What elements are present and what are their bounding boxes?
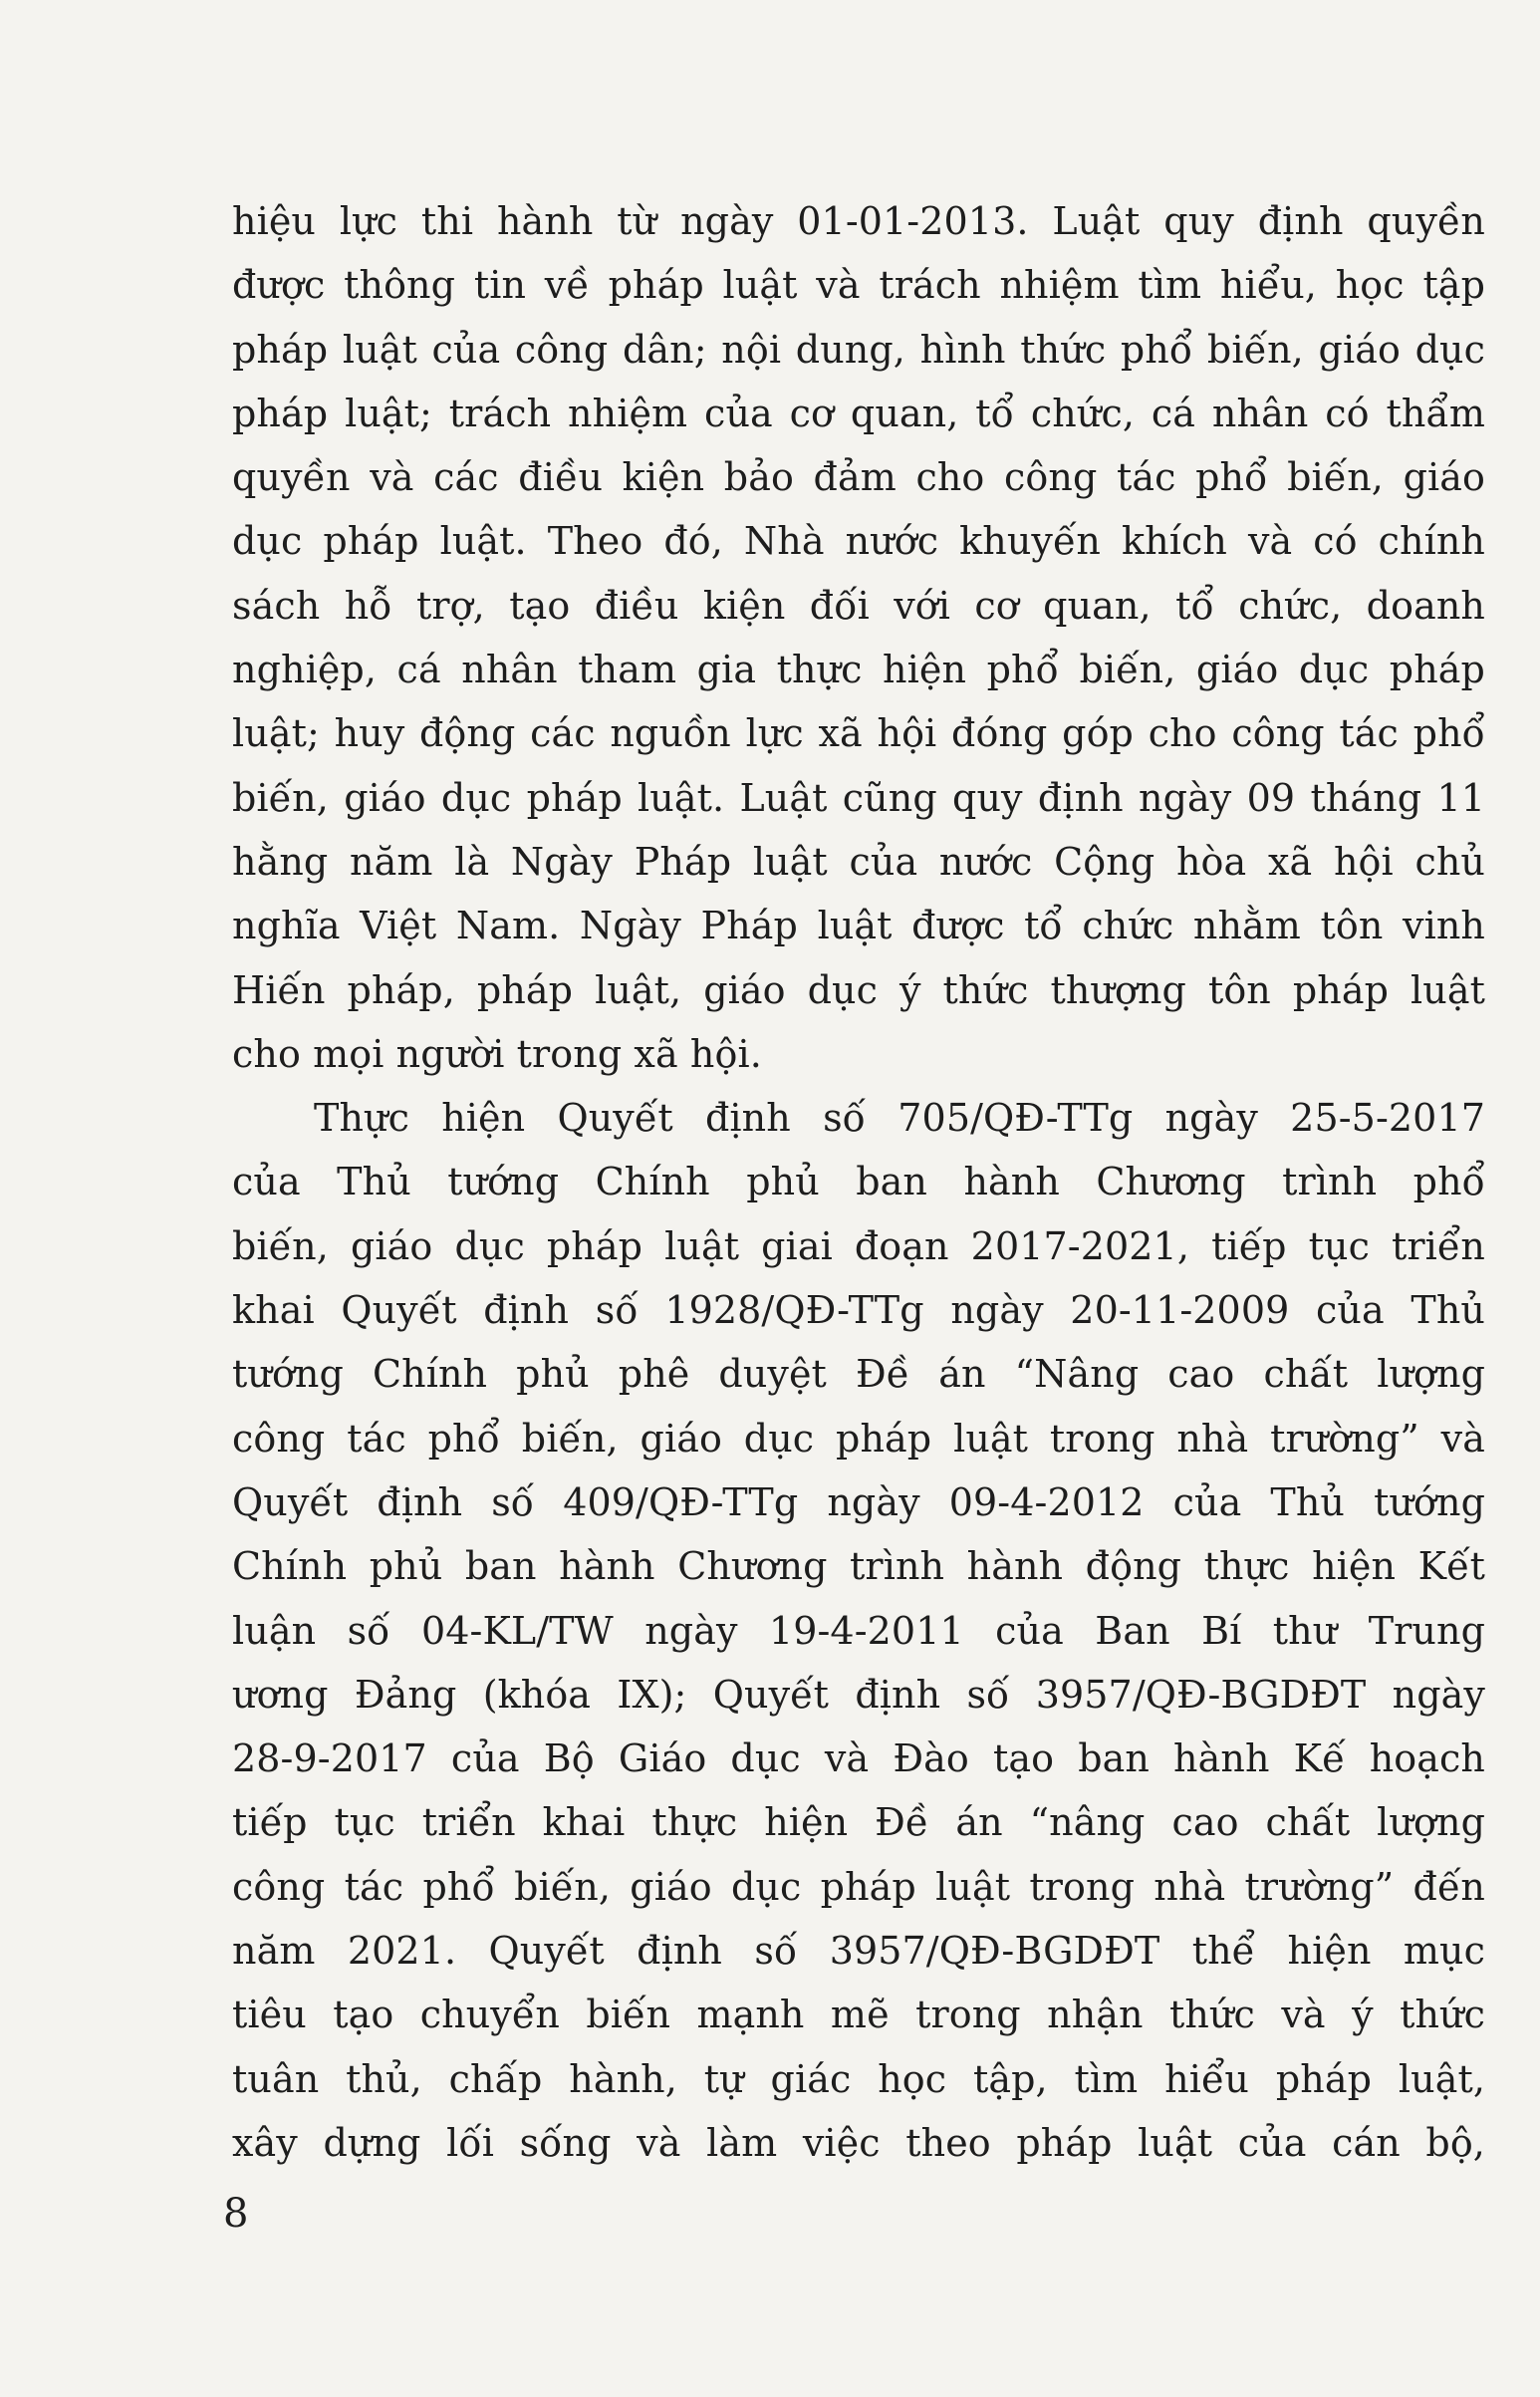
- text-line: tiêu tạo chuyển biến mạnh mẽ trong nhận thức và ý thức: [232, 1993, 1485, 2037]
- text-line: ương Đảng (khóa IX); Quyết định số 3957/QĐ-BGDĐT ngày: [232, 1672, 1485, 1717]
- text-line: xây dựng lối sống và làm việc theo pháp luật của cán bộ,: [232, 2120, 1485, 2165]
- text-line: năm 2021. Quyết định số 3957/QĐ-BGDĐT thể hiện mục: [232, 1929, 1485, 1974]
- text-line: biến, giáo dục pháp luật. Luật cũng quy định ngày 09 tháng 11: [232, 775, 1485, 820]
- text-line: tiếp tục triển khai thực hiện Đề án “nâng cao chất lượng: [232, 1800, 1485, 1845]
- text-line: Quyết định số 409/QĐ-TTg ngày 09-4-2012 của Thủ tướng: [232, 1479, 1485, 1524]
- body-text: [232, 189, 1485, 2175]
- text-line: sách hỗ trợ, tạo điều kiện đối với cơ quan, tổ chức, doanh: [232, 583, 1485, 628]
- text-line: tướng Chính phủ phê duyệt Đề án “Nâng cao chất lượng: [232, 1352, 1485, 1397]
- text-line: pháp luật của công dân; nội dung, hình thức phổ biến, giáo dục: [232, 327, 1485, 372]
- text-line: luận số 04-KL/TW ngày 19-4-2011 của Ban Bí thư Trung: [232, 1608, 1485, 1653]
- text-line: pháp luật; trách nhiệm của cơ quan, tổ chức, cá nhân có thẩm: [232, 391, 1485, 435]
- text-line: Thực hiện Quyết định số 705/QĐ-TTg ngày 25-5-2017: [314, 1096, 1485, 1141]
- text-line: 28-9-2017 của Bộ Giáo dục và Đào tạo ban hành Kế hoạch: [232, 1736, 1485, 1781]
- text-line: biến, giáo dục pháp luật giai đoạn 2017-2021, tiếp tục triển: [232, 1223, 1485, 1268]
- text-line: nghiệp, cá nhân tham gia thực hiện phổ biến, giáo dục pháp: [232, 648, 1485, 692]
- text-line: công tác phổ biến, giáo dục pháp luật trong nhà trường” và: [232, 1416, 1485, 1461]
- text-line: khai Quyết định số 1928/QĐ-TTg ngày 20-11-2009 của Thủ: [232, 1288, 1485, 1333]
- text-line: cho mọi người trong xã hội.: [232, 1031, 762, 1076]
- text-line: hiệu lực thi hành từ ngày 01-01-2013. Luật quy định quyền: [232, 199, 1485, 243]
- text-line: tuân thủ, chấp hành, tự giác học tập, tìm hiểu pháp luật,: [232, 2056, 1485, 2101]
- text-line: được thông tin về pháp luật và trách nhiệm tìm hiểu, học tập: [232, 263, 1485, 308]
- text-line: công tác phổ biến, giáo dục pháp luật trong nhà trường” đến: [232, 1864, 1485, 1909]
- text-line: Chính phủ ban hành Chương trình hành động thực hiện Kết: [232, 1544, 1485, 1589]
- text-line: luật; huy động các nguồn lực xã hội đóng góp cho công tác phổ: [232, 711, 1485, 756]
- page-number: 8: [223, 2191, 249, 2237]
- text-line: Hiến pháp, pháp luật, giáo dục ý thức thượng tôn pháp luật: [232, 967, 1485, 1012]
- text-line: dục pháp luật. Theo đó, Nhà nước khuyến khích và có chính: [232, 519, 1485, 564]
- text-line: hằng năm là Ngày Pháp luật của nước Cộng hòa xã hội chủ: [232, 839, 1485, 884]
- text-line: của Thủ tướng Chính phủ ban hành Chương trình phổ: [232, 1160, 1485, 1204]
- text-line: nghĩa Việt Nam. Ngày Pháp luật được tổ chức nhằm tôn vinh: [232, 904, 1485, 948]
- text-line: quyền và các điều kiện bảo đảm cho công tác phổ biến, giáo: [232, 455, 1485, 500]
